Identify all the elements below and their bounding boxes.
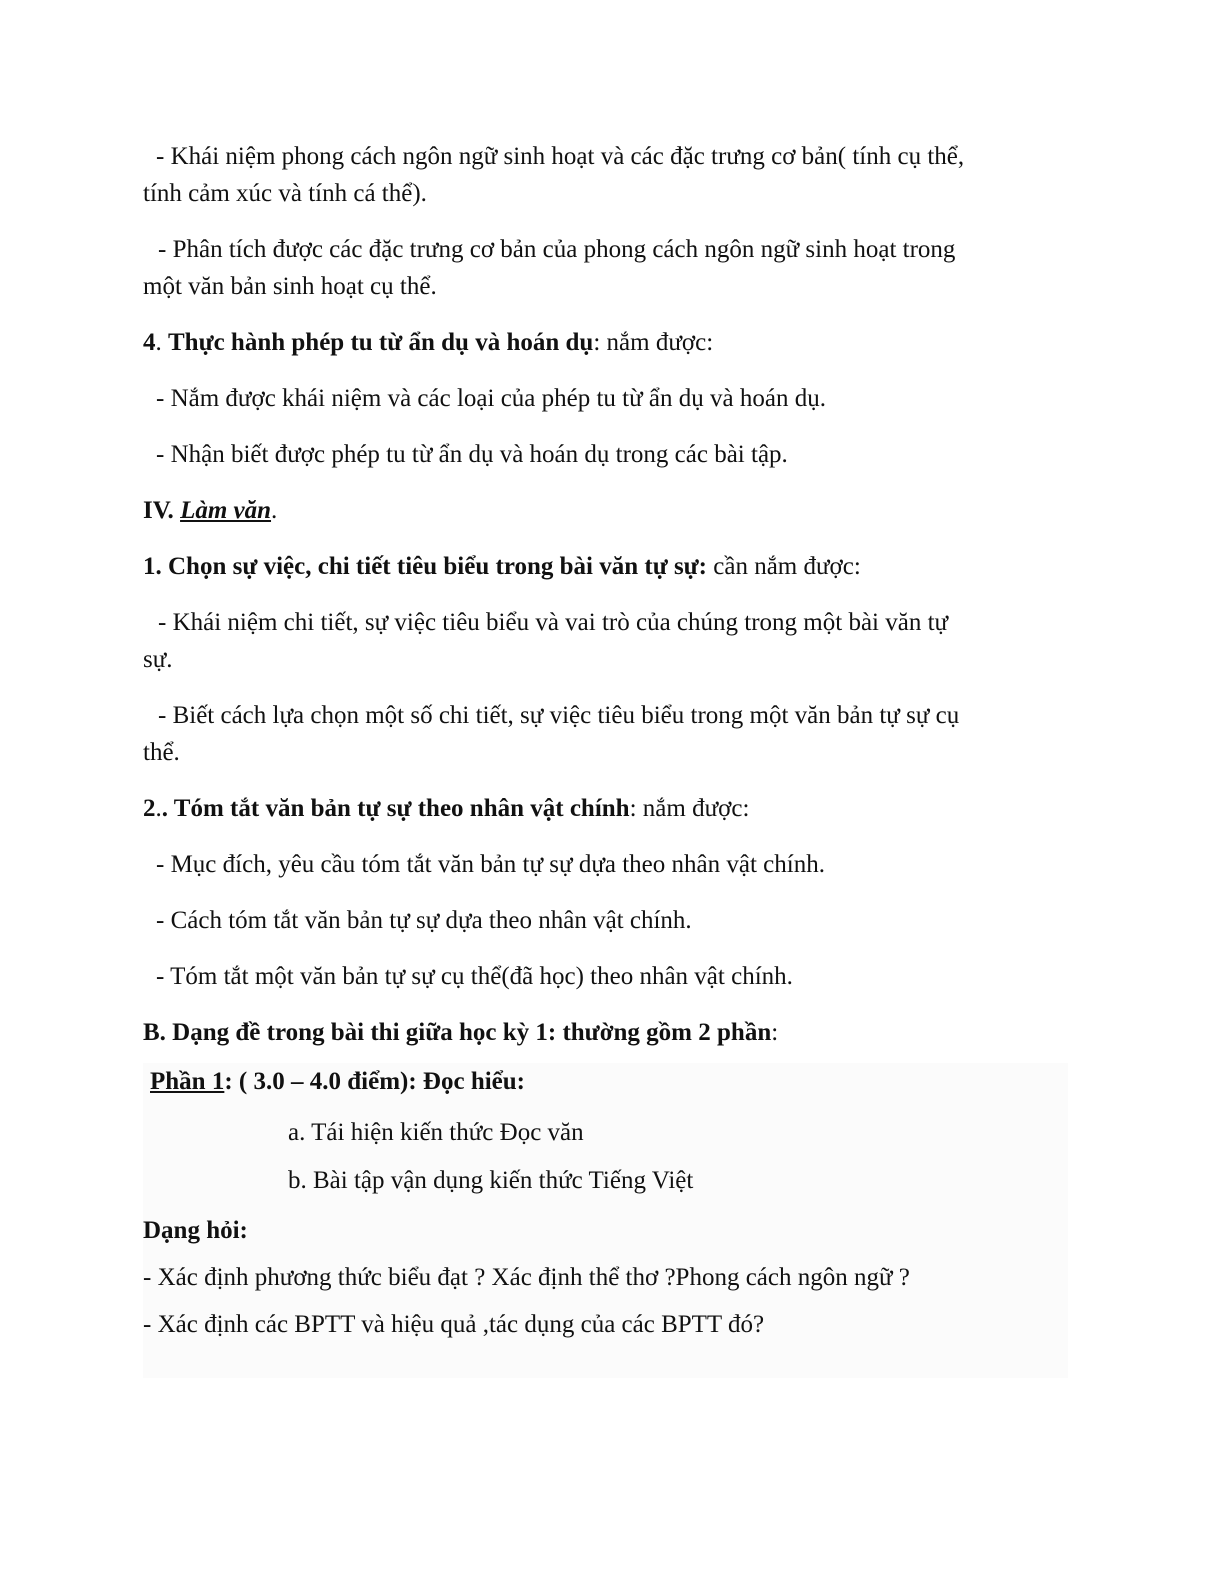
section-2-bullet: - Cách tóm tắt văn bản tự sự dựa theo nhân vật chính. — [156, 907, 692, 934]
part-1-heading: Phần 1: ( 3.0 – 4.0 điểm): Đọc hiểu: — [150, 1068, 525, 1095]
section-2-bullet: - Mục đích, yêu cầu tóm tắt văn bản tự sự dựa theo nhân vật chính. — [156, 851, 825, 878]
section-4-bullet: - Nhận biết được phép tu từ ẩn dụ và hoán dụ trong các bài tập. — [156, 441, 788, 468]
text-line: sự. — [143, 646, 173, 673]
section-1-bullet — [143, 697, 1068, 771]
section-iv-heading: IV. Làm văn. — [143, 497, 278, 524]
section-1-heading: 1. Chọn sự việc, chi tiết tiêu biểu trong bài văn tự sự: cần nắm được: — [143, 553, 861, 580]
document-page — [143, 138, 1068, 1378]
text-line: tính cảm xúc và tính cá thể). — [143, 180, 427, 207]
section-1-bullet — [143, 604, 1068, 678]
section-1-title: . Chọn sự việc, chi tiết tiêu biểu trong bài văn tự sự: — [155, 553, 708, 580]
section-2-heading: 2.. Tóm tắt văn bản tự sự theo nhân vật chính: nắm được: — [143, 795, 750, 822]
text-line: - Phân tích được các đặc trưng cơ bản của phong cách ngôn ngữ sinh hoạt trong — [158, 236, 956, 263]
question-type-item: - Xác định các BPTT và hiệu quả ,tác dụng của các BPTT đó? — [143, 1311, 765, 1338]
section-4-title: Thực hành phép tu từ ẩn dụ và hoán dụ — [168, 329, 594, 356]
question-type-item: - Xác định phương thức biểu đạt ? Xác định thể thơ ?Phong cách ngôn ngữ ? — [143, 1264, 910, 1291]
paragraph-analysis — [143, 231, 1068, 305]
part-1-item-a: a. Tái hiện kiến thức Đọc văn — [288, 1119, 584, 1146]
section-2-bullet: - Tóm tắt một văn bản tự sự cụ thể(đã học) theo nhân vật chính. — [156, 963, 793, 990]
question-types-heading: Dạng hỏi: — [143, 1217, 248, 1244]
section-4-heading: 4. Thực hành phép tu từ ẩn dụ và hoán dụ: nắm được: — [143, 329, 714, 356]
part-1-item-b: b. Bài tập vận dụng kiến thức Tiếng Việt — [288, 1167, 694, 1194]
text-line: thể. — [143, 739, 180, 766]
text-line: - Khái niệm phong cách ngôn ngữ sinh hoạt và các đặc trưng cơ bản( tính cụ thể, — [156, 143, 965, 170]
exam-structure-box — [143, 1063, 1068, 1378]
text-line: một văn bản sinh hoạt cụ thể. — [143, 273, 437, 300]
text-line: - Khái niệm chi tiết, sự việc tiêu biểu và vai trò của chúng trong một bài văn tự — [158, 609, 949, 636]
paragraph-concept — [143, 138, 1068, 212]
section-4-bullet: - Nắm được khái niệm và các loại của phép tu từ ẩn dụ và hoán dụ. — [156, 385, 826, 412]
section-b-title: B. Dạng đề trong bài thi giữa học kỳ 1: thường gồm 2 phần — [143, 1019, 772, 1046]
section-iv-title: Làm văn — [180, 497, 272, 524]
section-2-title: . Tóm tắt văn bản tự sự theo nhân vật chính — [161, 795, 630, 822]
text-line: - Biết cách lựa chọn một số chi tiết, sự việc tiêu biểu trong một văn bản tự sự cụ — [158, 702, 960, 729]
section-b-heading: B. Dạng đề trong bài thi giữa học kỳ 1: thường gồm 2 phần: — [143, 1019, 779, 1046]
part-1-label: Phần 1 — [150, 1068, 225, 1095]
